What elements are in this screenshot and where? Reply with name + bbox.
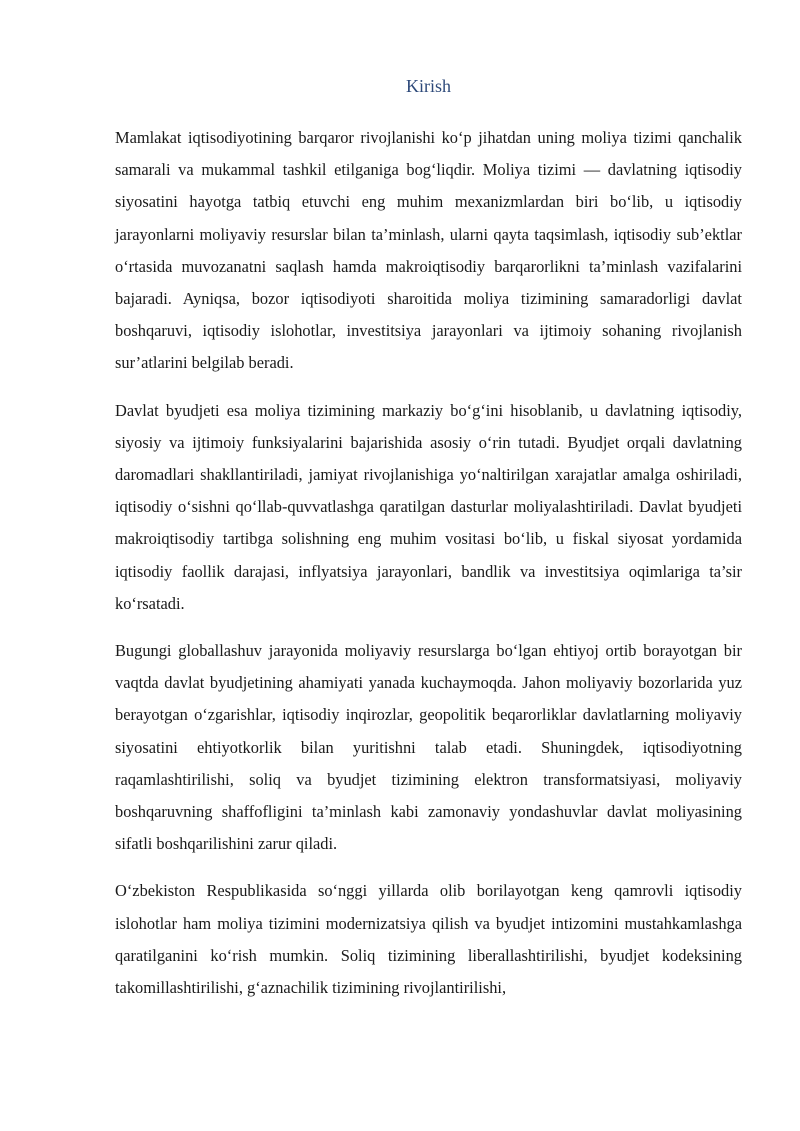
document-title: Kirish <box>406 76 451 96</box>
paragraph-4: O‘zbekiston Respublikasida so‘nggi yillarda olib borilayotgan keng qamrovli iqtisodiy islohotlar ham moliya tizimini modernizatsiya qilish va byudjet intizomini mustahkamlashga qaratilganini ko‘rish mumkin. Soliq tizimining liberallashtirilishi, byudjet kodeksining takomillashtirilishi, g‘aznachilik tizimining rivojlantirilishi, <box>115 881 742 998</box>
paragraph-2: Davlat byudjeti esa moliya tizimining markaziy bo‘g‘ini hisoblanib, u davlatning iqtisodiy, siyosiy va ijtimoiy funksiyalarini bajarishida asosiy o‘rin tutadi. Byudjet orqali davlatning daromadlari shakllantiriladi, jamiyat rivojlanishiga yo‘naltirilgan xarajatlar amalga oshiriladi, iqtisodiy o‘sishni qo‘llab-quvvatlashga qaratilgan dasturlar moliyalashtiriladi. Davlat byudjeti makroiqtisodiy tartibga solishning eng muhim vositasi bo‘lib, u fiskal siyosat yordamida iqtisodiy faollik darajasi, inflyatsiya jarayonlari, bandlik va investitsiya oqimlariga ta’sir ko‘rsatadi. <box>115 400 742 613</box>
paragraph-3: Bugungi globallashuv jarayonida moliyaviy resurslarga bo‘lgan ehtiyoj ortib borayotgan bir vaqtda davlat byudjetining ahamiyati yanada kuchaymoqda. Jahon moliyaviy bozorlarida yuz berayotgan o‘zgarishlar, iqtisodiy inqirozlar, geopolitik beqarorliklar davlatlarning moliyaviy siyosatini ehtiyotkorlik bilan yuritishni talab etadi. Shuningdek, iqtisodiyotning raqamlashtirilishi, soliq va byudjet tizimining elektron transformatsiyasi, moliyaviy boshqaruvning shaffofligini ta’minlash kabi zamonaviy yondashuvlar davlat moliyasining sifatli boshqarilishini zarur qiladi. <box>115 641 742 854</box>
paragraph-1: Mamlakat iqtisodiyotining barqaror rivojlanishi ko‘p jihatdan uning moliya tizimi qanchalik samarali va mukammal tashkil etilganiga bog‘liqdir. Moliya tizimi — davlatning iqtisodiy siyosatini hayotga tatbiq etuvchi eng muhim mexanizmlardan biri bo‘lib, u iqtisodiy jarayonlarni moliyaviy resurslar bilan ta’minlash, ularni qayta taqsimlash, iqtisodiy sub’ektlar o‘rtasida muvozanatni saqlash hamda makroiqtisodiy barqarorlikni ta’minlash vazifalarini bajaradi. Ayniqsa, bozor iqtisodiyoti sharoitida moliya tizimining samaradorligi davlat boshqaruvi, iqtisodiy islohotlar, investitsiya jarayonlari va ijtimoiy sohaning rivojlanish sur’atlarini belgilab beradi. <box>115 128 742 373</box>
document-page <box>115 72 742 1019</box>
